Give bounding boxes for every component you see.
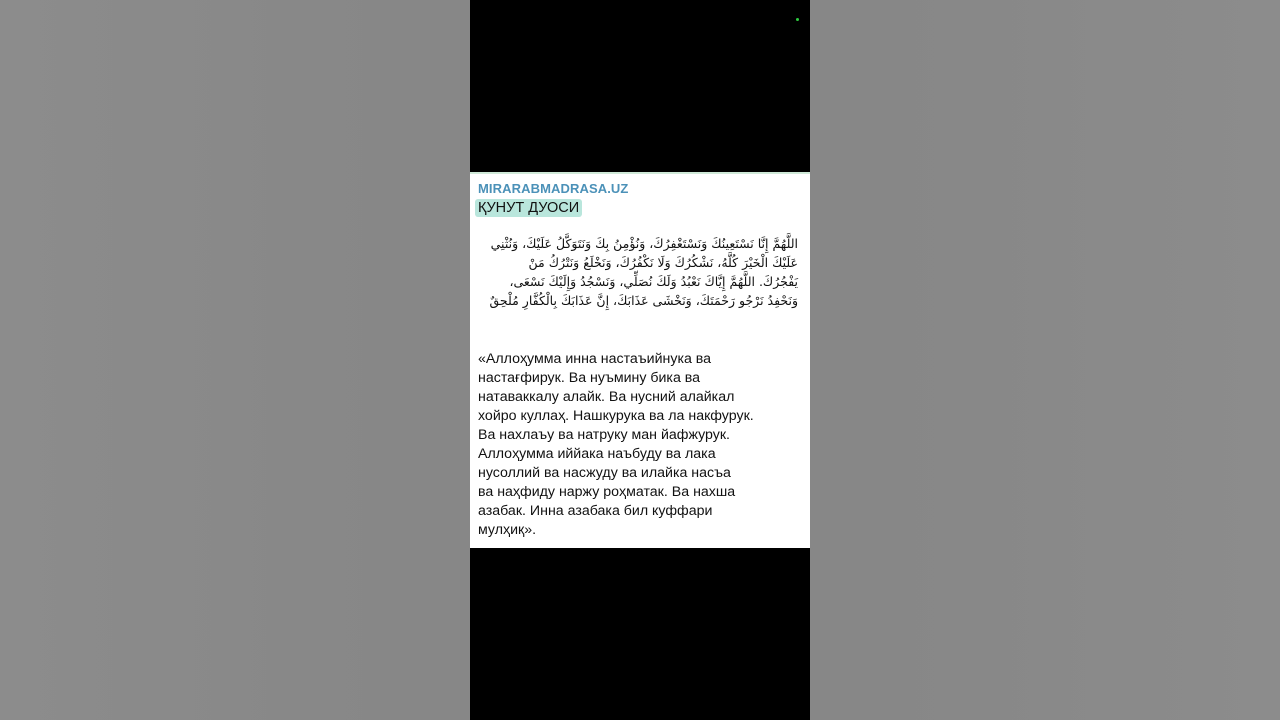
site-label[interactable]: MIRARABMADRASA.UZ: [478, 181, 629, 196]
post-title: ҚУНУТ ДУОСИ: [475, 199, 582, 217]
message-card: [470, 172, 810, 548]
recording-dot-icon: [796, 18, 799, 21]
video-frame[interactable]: [470, 0, 810, 720]
transliteration-text: «Аллоҳумма инна настаъийнука ва настағфирук. Ва нуъмину бика ва натаваккалу алайк. Ва нусний алайкал хойро куллаҳ. Нашкурука ва ла накфурук. Ва нахлаъу ва натруку ман йафжурук. Аллоҳумма иййака наъбуду ва лака нусоллий ва насжуду ва илайка насъа ва наҳфиду наржу роҳматак. Ва нахша азабак. Инна азабака бил куффари мулҳиқ».: [478, 351, 754, 538]
arabic-text: اللَّهُمَّ إِنَّا نَسْتَعِينُكَ وَنَسْتَغْفِرُكَ، وَنُؤْمِنُ بِكَ وَنَتَوَكَّلُ عَلَيْكَ، وَنُثْنِي عَلَيْكَ الْخَيْرَ كُلَّهُ، نَشْكُرُكَ وَلَا نَكْفُرُكَ، وَنَخْلَعُ وَنَتْرُكُ مَنْ يَفْجُرُكَ. اللَّهُمَّ إِيَّاكَ نَعْبُدُ وَلَكَ نُصَلِّي، وَنَسْجُدُ وَإِلَيْكَ نَسْعَى، وَنَحْفِدُ نَرْجُو رَحْمَتَكَ، وَنَخْشَى عَذَابَكَ، إِنَّ عَذَابَكَ بِالْكُفَّارِ مُلْحِقٌ: [489, 236, 798, 308]
